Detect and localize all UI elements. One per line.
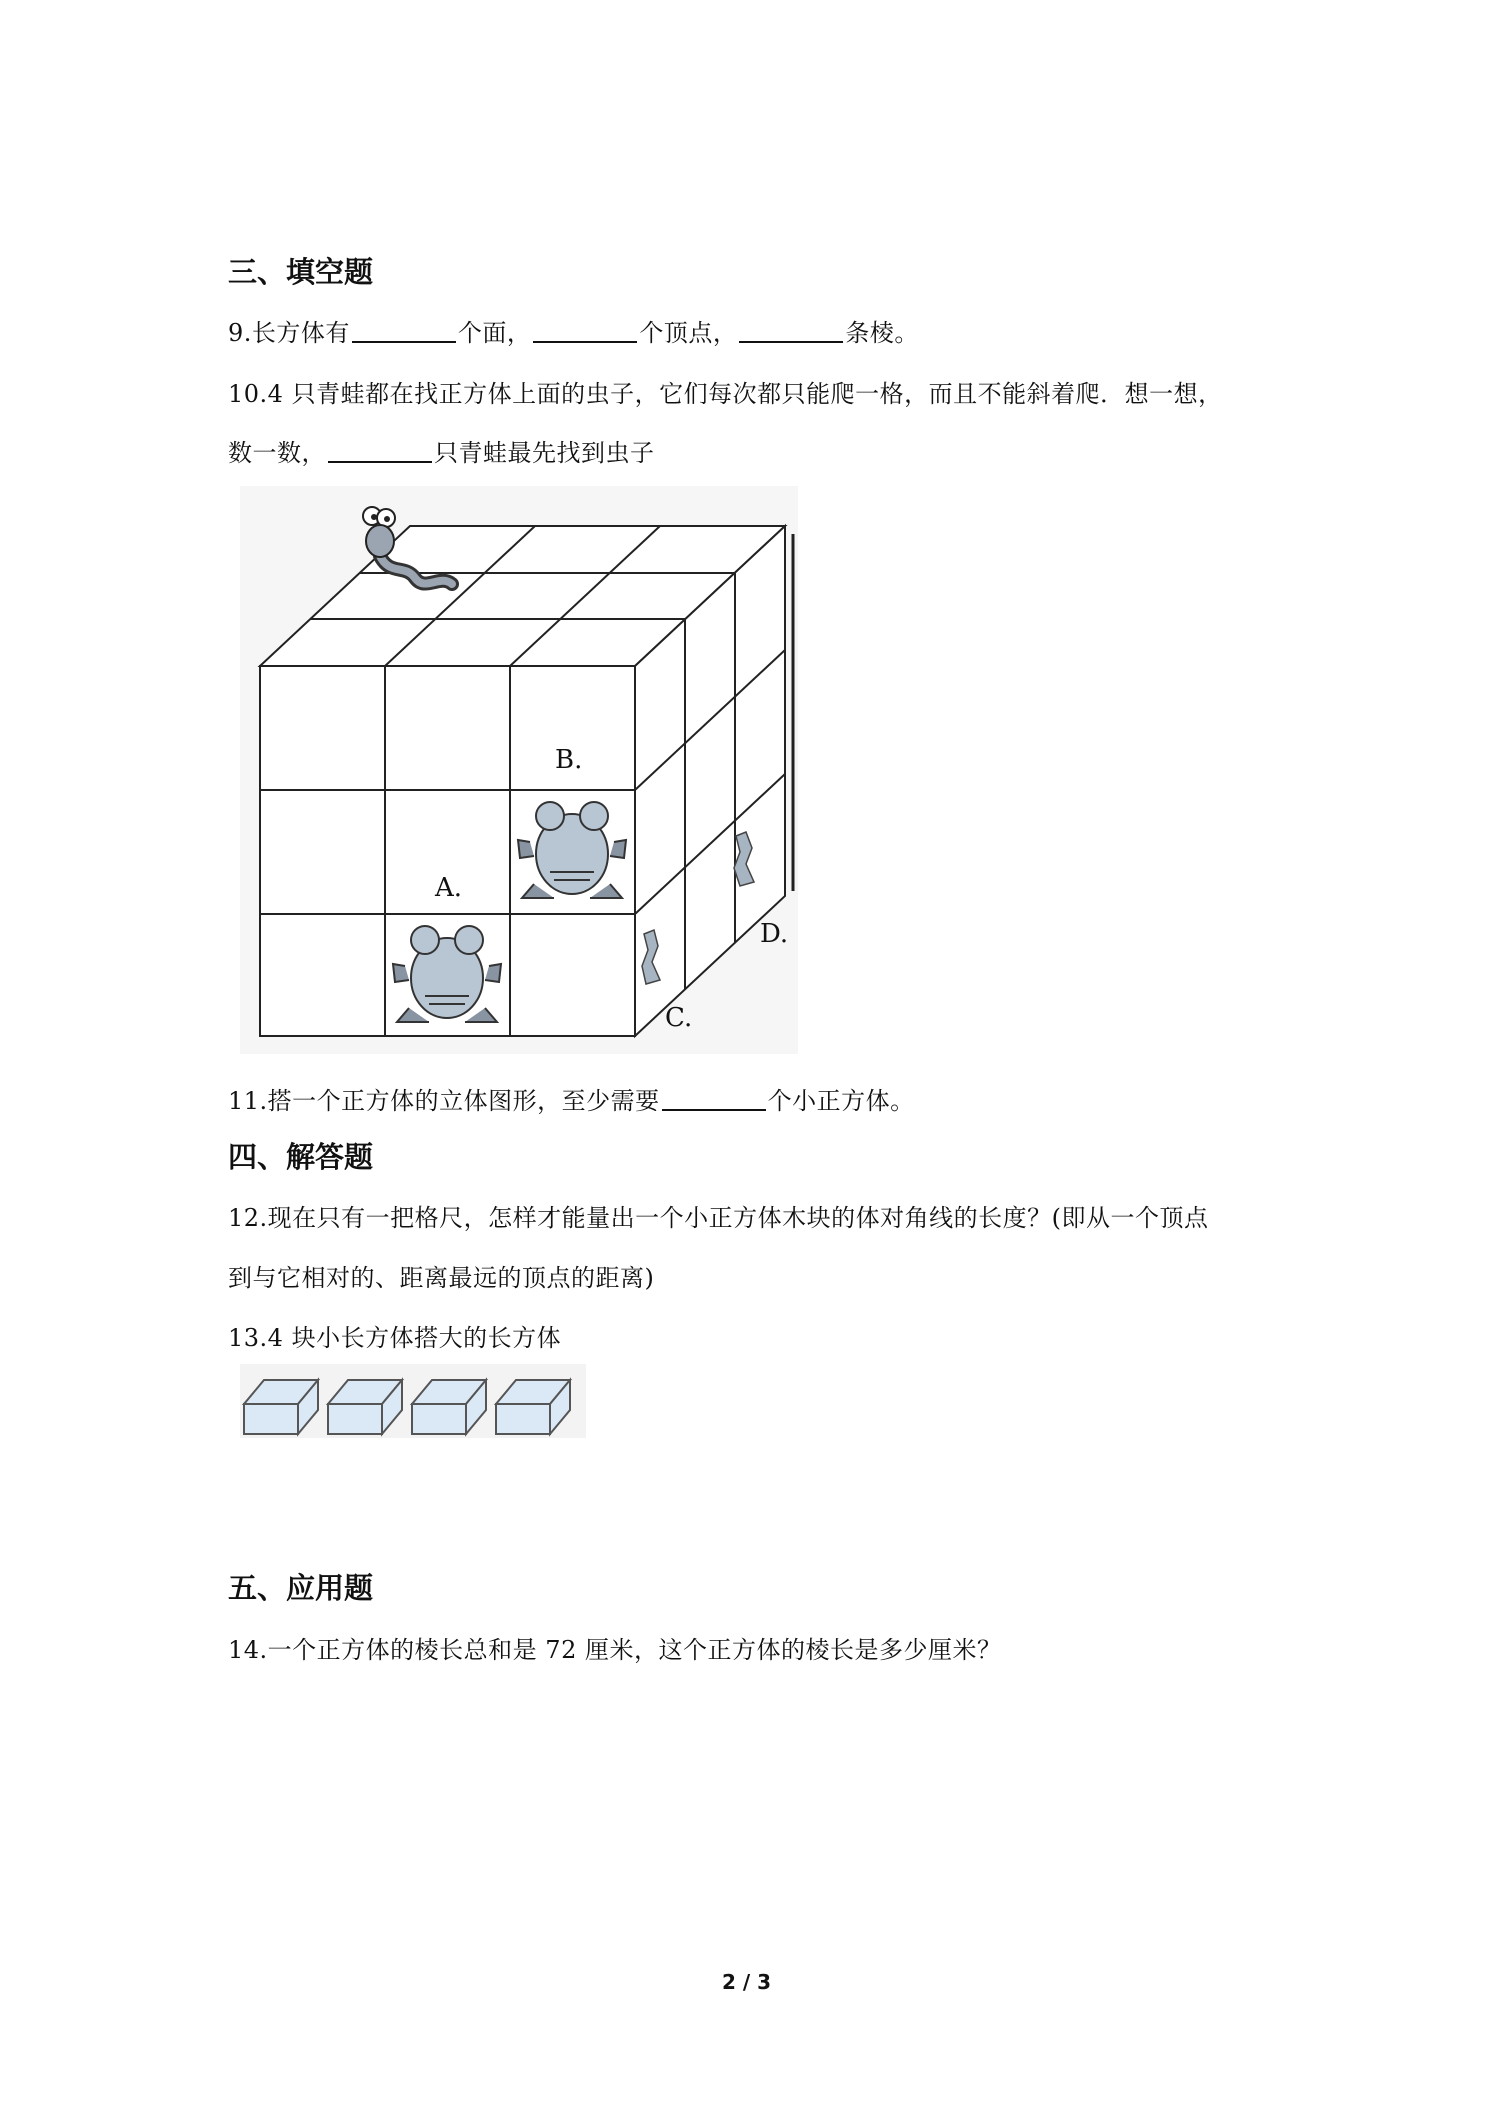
section-heading-answer: 四、解答题 — [228, 1140, 374, 1174]
label-d: D. — [760, 919, 789, 949]
question-13: 13.4 块小长方体搭大的长方体 — [228, 1324, 562, 1352]
blocks-figure — [240, 1364, 586, 1438]
q9-text-4: 条棱。 — [845, 319, 919, 347]
label-a: A. — [435, 873, 463, 903]
cube-frog-figure — [240, 486, 798, 1054]
question-10-line-1: 10.4 只青蛙都在找正方体上面的虫子，它们每次都只能爬一格，而且不能斜着爬．想一想， — [228, 380, 1223, 408]
question-10-line-2 — [228, 433, 655, 468]
section-heading-application: 五、应用题 — [228, 1571, 374, 1605]
q11-text-pre: 11.搭一个正方体的立体图形，至少需要 — [228, 1087, 660, 1115]
question-11 — [228, 1081, 915, 1116]
label-b: B. — [555, 745, 583, 775]
section-heading-fill-blank: 三、填空题 — [228, 255, 374, 289]
page-number: 2 / 3 — [722, 1970, 772, 1994]
cube-lines — [260, 526, 793, 1036]
question-12-line-1: 12.现在只有一把格尺，怎样才能量出一个小正方体木块的体对角线的长度？(即从一个顶点 — [228, 1204, 1209, 1232]
q10-text-pre: 数一数， — [228, 439, 326, 467]
q9-text-3: 个顶点， — [639, 319, 738, 347]
question-12-line-2: 到与它相对的、距离最远的顶点的距离) — [228, 1264, 655, 1292]
q9-text-1: 9.长方体有 — [228, 319, 350, 347]
label-c: C. — [665, 1003, 693, 1033]
question-9 — [228, 313, 919, 348]
q11-text-post: 个小正方体。 — [767, 1087, 915, 1115]
q9-blank-edges[interactable] — [739, 319, 843, 343]
q9-blank-vertices[interactable] — [533, 319, 637, 343]
question-14: 14.一个正方体的棱长总和是 72 厘米，这个正方体的棱长是多少厘米？ — [228, 1636, 1002, 1664]
q10-blank-frog[interactable] — [328, 439, 432, 463]
q9-blank-faces[interactable] — [352, 319, 456, 343]
q10-text-post: 只青蛙最先找到虫子 — [434, 439, 655, 467]
q9-text-2: 个面， — [457, 319, 532, 347]
q11-blank-cubes[interactable] — [662, 1087, 766, 1111]
